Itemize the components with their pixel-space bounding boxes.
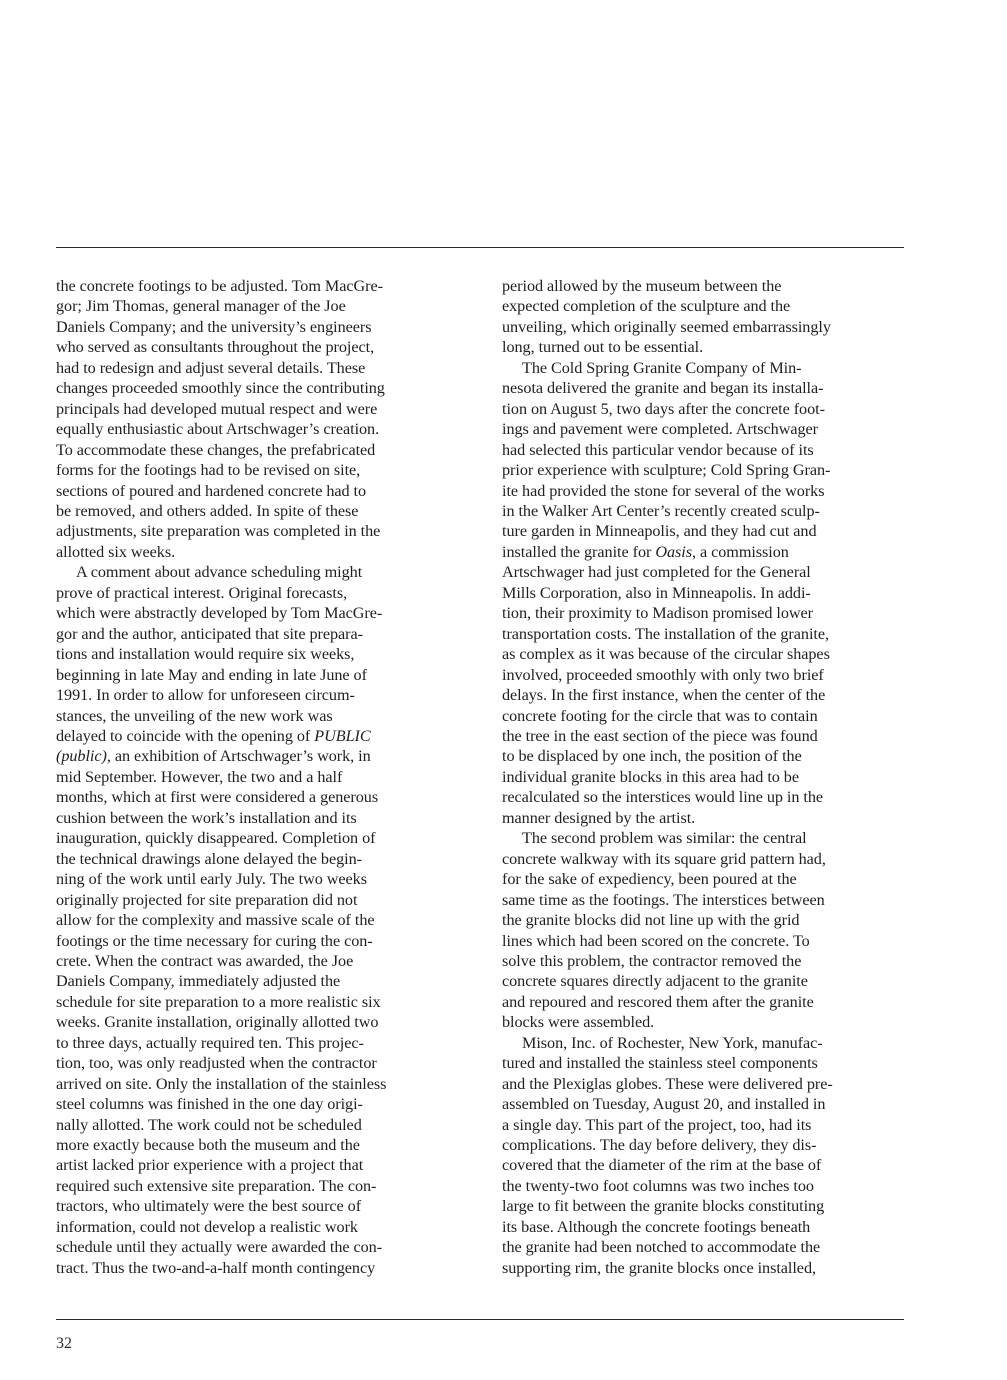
text-line: the technical drawings alone delayed the begin- <box>56 849 362 868</box>
text-line: 1991. In order to allow for unforeseen circum- <box>56 686 355 705</box>
page-number: 32 <box>56 1335 72 1352</box>
text-line: principals had developed mutual respect and were <box>56 399 378 418</box>
paragraph <box>56 562 468 1278</box>
text-line: as complex as it was because of the circular shapes <box>502 645 830 664</box>
text-line: required such extensive site preparation. The con- <box>56 1176 377 1195</box>
italic-title: PUBLIC <box>314 726 371 745</box>
paragraph <box>502 358 906 828</box>
text-line: long, turned out to be essential. <box>502 338 704 357</box>
text-line: installed the granite for Oasis, a commission <box>502 542 789 561</box>
left-column <box>56 276 468 1278</box>
text-line: artist lacked prior experience with a project that <box>56 1156 364 1175</box>
text-line: and repoured and rescored them after the granite <box>502 992 814 1011</box>
text-line: had selected this particular vendor because of its <box>502 440 814 459</box>
text-line: blocks were assembled. <box>502 1013 655 1032</box>
paragraph <box>502 1033 906 1278</box>
text-line: prior experience with sculpture; Cold Spring Gran- <box>502 461 831 480</box>
italic-title: Oasis <box>655 542 692 561</box>
text-line: supporting rim, the granite blocks once installed, <box>502 1258 816 1277</box>
bottom-rule <box>56 1319 904 1320</box>
text-line: large to fit between the granite blocks constituting <box>502 1197 825 1216</box>
text-line: footings or the time necessary for curing the con- <box>56 931 373 950</box>
text-line: tion, their proximity to Madison promised lower <box>502 604 814 623</box>
text-line: schedule for site preparation to a more realistic six <box>56 992 381 1011</box>
text-line: more exactly because both the museum and the <box>56 1136 360 1155</box>
text-line: the twenty-two foot columns was two inches too <box>502 1176 814 1195</box>
text-line: nesota delivered the granite and began its installa- <box>502 379 824 398</box>
text-line: gor; Jim Thomas, general manager of the Joe <box>56 297 346 316</box>
text-line: ings and pavement were completed. Artschwager <box>502 420 818 439</box>
text-line: Artschwager had just completed for the General <box>502 563 811 582</box>
text-line: adjustments, site preparation was completed in the <box>56 522 381 541</box>
text-line: a single day. This part of the project, too, had its <box>502 1115 812 1134</box>
text-line: equally enthusiastic about Artschwager’s creation. <box>56 420 380 439</box>
text-line: stances, the unveiling of the new work was <box>56 706 333 725</box>
text-line: information, could not develop a realistic work <box>56 1217 358 1236</box>
text-line: delayed to coincide with the opening of PUBLIC <box>56 726 371 745</box>
text-line: in the Walker Art Center’s recently created sculp- <box>502 501 820 520</box>
text-line: the granite had been notched to accommodate the <box>502 1238 821 1257</box>
text-line: to be displaced by one inch, the position of the <box>502 747 802 766</box>
text-line: months, which at first were considered a generous <box>56 788 379 807</box>
italic-title: (public) <box>56 747 107 766</box>
text-line: the tree in the east section of the piece was found <box>502 726 818 745</box>
text-line: allow for the complexity and massive scale of the <box>56 911 375 930</box>
text-line: sections of poured and hardened concrete had to <box>56 481 367 500</box>
text-line: ture garden in Minneapolis, and they had cut and <box>502 522 817 541</box>
text-line: To accommodate these changes, the prefabricated <box>56 440 376 459</box>
text-line: allotted six weeks. <box>56 542 176 561</box>
top-rule <box>56 247 904 248</box>
text-line: assembled on Tuesday, August 20, and installed in <box>502 1095 826 1114</box>
text-line: recalculated so the interstices would line up in the <box>502 788 824 807</box>
text-line: had to redesign and adjust several details. These <box>56 358 366 377</box>
text-line: Mills Corporation, also in Minneapolis. In addi- <box>502 583 811 602</box>
text-line: cushion between the work’s installation and its <box>56 808 357 827</box>
text-line: beginning in late May and ending in late June of <box>56 665 367 684</box>
text-line: same time as the footings. The interstices between <box>502 890 825 909</box>
text-line: concrete footing for the circle that was to contain <box>502 706 818 725</box>
text-line: A comment about advance scheduling might <box>76 563 363 582</box>
text-line: Mison, Inc. of Rochester, New York, manufac- <box>522 1033 823 1052</box>
text-line: tions and installation would require six weeks, <box>56 645 355 664</box>
text-line: complications. The day before delivery, they dis- <box>502 1136 817 1155</box>
text-line: tured and installed the stainless steel components <box>502 1054 818 1073</box>
text-line: unveiling, which originally seemed embarrassingly <box>502 317 831 336</box>
text-line: arrived on site. Only the installation of the stainless <box>56 1074 387 1093</box>
text-line: Daniels Company; and the university’s engineers <box>56 317 372 336</box>
text-line: forms for the footings had to be revised on site, <box>56 461 361 480</box>
text-line: individual granite blocks in this area had to be <box>502 767 799 786</box>
text-line: gor and the author, anticipated that site prepara- <box>56 624 363 643</box>
right-column <box>502 276 906 1278</box>
text-line: tractors, who ultimately were the best source of <box>56 1197 362 1216</box>
text-line: schedule until they actually were awarded the con- <box>56 1238 383 1257</box>
text-line: the concrete footings to be adjusted. Tom MacGre- <box>56 277 383 295</box>
text-line: Daniels Company, immediately adjusted the <box>56 972 341 991</box>
text-line: ning of the work until early July. The two weeks <box>56 870 367 889</box>
text-line: involved, proceeded smoothly with only two brief <box>502 665 824 684</box>
text-line: tion on August 5, two days after the concrete foot- <box>502 399 825 418</box>
text-line: tract. Thus the two-and-a-half month contingency <box>56 1258 376 1277</box>
text-line: tion, too, was only readjusted when the contractor <box>56 1054 377 1073</box>
text-line: inauguration, quickly disappeared. Completion of <box>56 829 376 848</box>
text-line: concrete walkway with its square grid pattern had, <box>502 849 826 868</box>
text-line: changes proceeded smoothly since the contributing <box>56 379 385 398</box>
text-line: solve this problem, the contractor removed the <box>502 951 802 970</box>
text-line: covered that the diameter of the rim at the base of <box>502 1156 822 1175</box>
paragraph <box>502 276 906 358</box>
text-line: who served as consultants throughout the project, <box>56 338 375 357</box>
text-line: crete. When the contract was awarded, the Joe <box>56 951 354 970</box>
paragraph <box>56 276 468 562</box>
text-line: concrete squares directly adjacent to the granite <box>502 972 808 991</box>
text-line: The second problem was similar: the central <box>522 829 807 848</box>
text-line: period allowed by the museum between the <box>502 277 782 295</box>
text-line: for the sake of expediency, been poured at the <box>502 870 797 889</box>
text-line: manner designed by the artist. <box>502 808 696 827</box>
text-line: be removed, and others added. In spite of these <box>56 501 359 520</box>
text-line: originally projected for site preparation did not <box>56 890 358 909</box>
text-line: ite had provided the stone for several of the works <box>502 481 825 500</box>
text-line: and the Plexiglas globes. These were delivered pre- <box>502 1074 833 1093</box>
text-line: mid September. However, the two and a half <box>56 767 343 786</box>
text-line: which were abstractly developed by Tom MacGre- <box>56 604 383 623</box>
text-line: prove of practical interest. Original forecasts, <box>56 583 348 602</box>
text-line: steel columns was finished in the one day origi- <box>56 1095 363 1114</box>
text-line: (public), an exhibition of Artschwager’s work, in <box>56 747 371 766</box>
text-line: transportation costs. The installation of the granite, <box>502 624 829 643</box>
text-line: expected completion of the sculpture and the <box>502 297 791 316</box>
paragraph <box>502 828 906 1033</box>
text-line: nally allotted. The work could not be scheduled <box>56 1115 362 1134</box>
text-line: its base. Although the concrete footings beneath <box>502 1217 811 1236</box>
text-line: The Cold Spring Granite Company of Min- <box>522 358 802 377</box>
text-line: the granite blocks did not line up with the grid <box>502 911 800 930</box>
text-line: lines which had been scored on the concrete. To <box>502 931 810 950</box>
text-line: delays. In the first instance, when the center of the <box>502 686 826 705</box>
text-line: to three days, actually required ten. This projec- <box>56 1033 364 1052</box>
text-line: weeks. Granite installation, originally allotted two <box>56 1013 379 1032</box>
